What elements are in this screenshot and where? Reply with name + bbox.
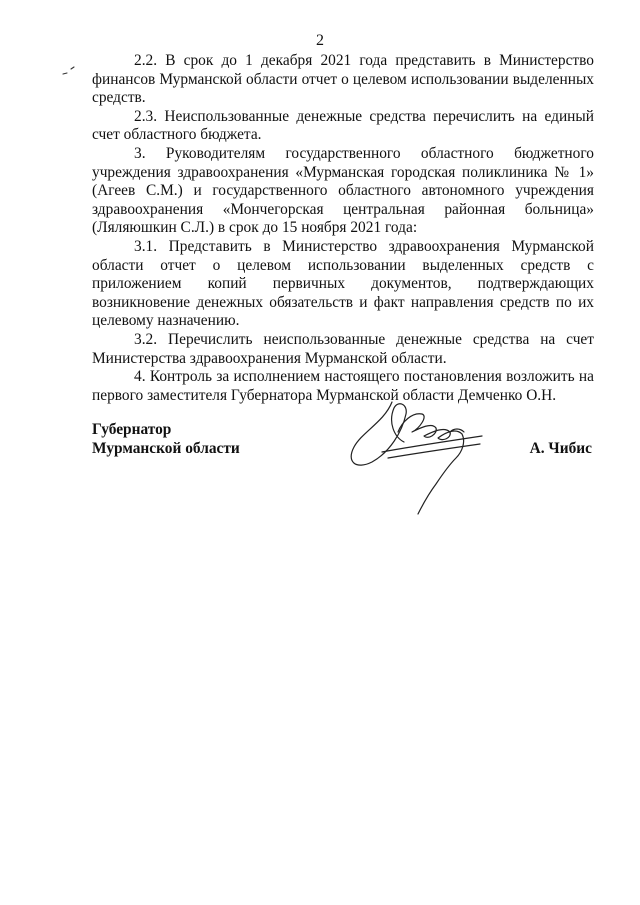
margin-mark-icon — [62, 66, 76, 76]
signature-block — [92, 420, 594, 530]
document-body — [92, 52, 594, 405]
paragraph-2-3: 2.3. Неиспользованные денежные средства перечислить на единый счет областного бюджета. — [92, 107, 594, 144]
signatory-position-line2: Мурманской области — [92, 440, 240, 457]
page-number: 2 — [316, 32, 324, 49]
signatory-name: А. Чибис — [529, 440, 592, 457]
signatory-position-line1: Губернатор — [92, 421, 172, 438]
paragraph-3-1: 3.1. Представить в Министерство здравоохранения Мурманской области отчет о целевом использовании выделенных средств с приложением копий первичных документов, подтверждающих возникновение денежных обязательств и факт направления средств по их целевому назначению. — [92, 237, 594, 330]
handwritten-signature-icon — [332, 392, 492, 522]
paragraph-3-2: 3.2. Перечислить неиспользованные денежные средства на счет Министерства здравоохранения Мурманской области. — [92, 330, 594, 367]
paragraph-4: 4. Контроль за исполнением настоящего постановления возложить на первого заместителя Губернатора Мурманской области Демченко О.Н. — [92, 368, 594, 404]
signatory-position — [92, 420, 240, 458]
paragraph-3: 3. Руководителям государственного областного бюджетного учреждения здравоохранения «Мурманская городская поликлиника № 1» (Агеев С.М.) и государственного областного автономного учреждения здравоохранения «Мончегорская центральная районная больница» (Ляляюшкин С.Л.) в срок до 15 ноября 2021 года: — [92, 144, 594, 237]
paragraph-2-2: 2.2. В срок до 1 декабря 2021 года представить в Министерство финансов Мурманской области отчет о целевом использовании выделенных средств. — [92, 52, 594, 107]
